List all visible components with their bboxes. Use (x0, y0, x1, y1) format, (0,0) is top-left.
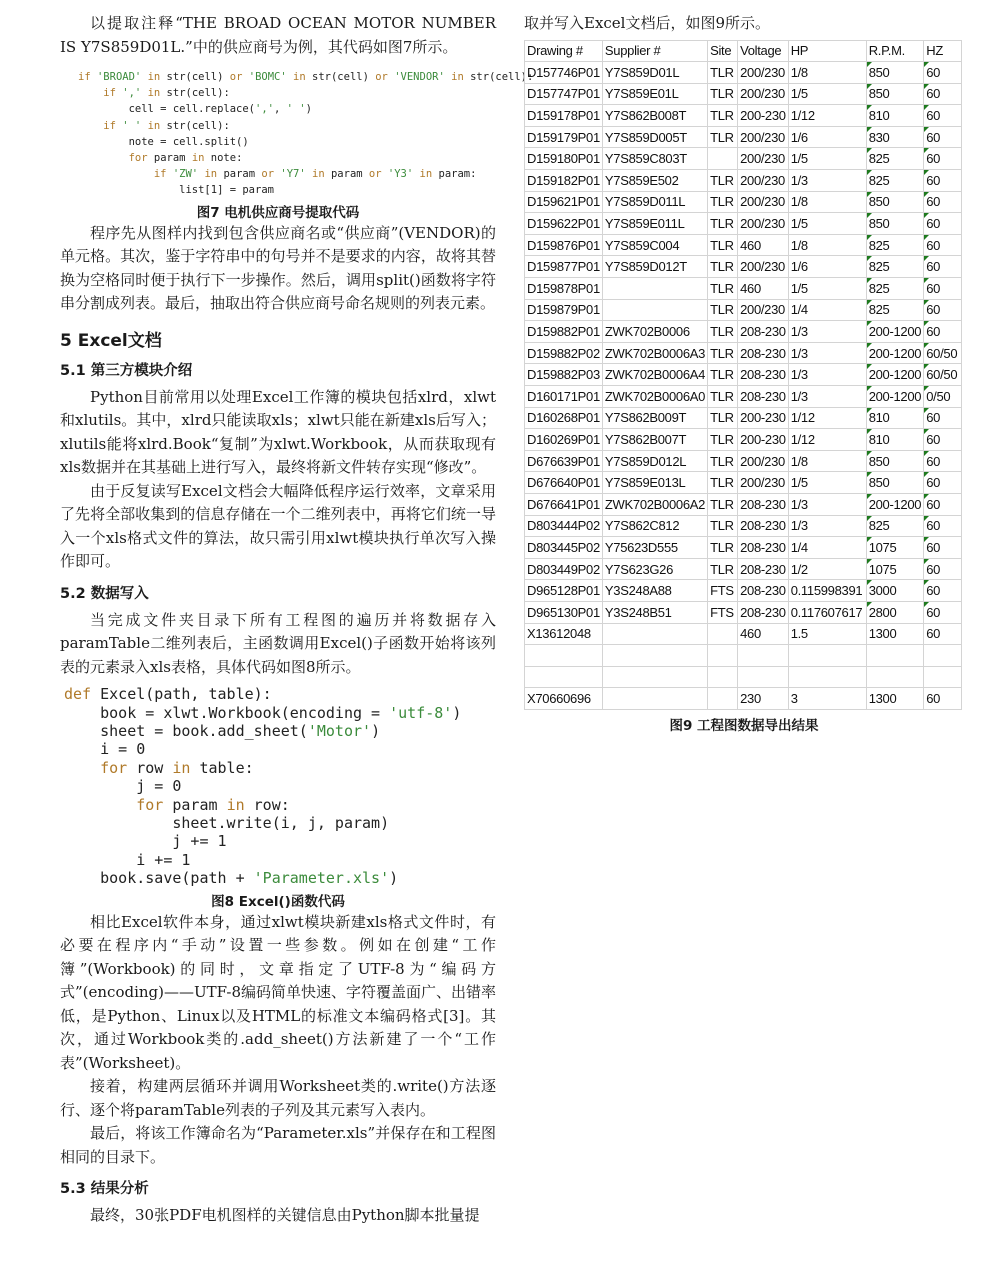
table-cell: Y3S248B51 (602, 601, 707, 623)
table-cell: 460 (738, 278, 789, 300)
paragraph-after-fig8-b: 接着，构建两层循环并调用Worksheet类的.write()方法逐行、逐个将paramTable列表的子列及其元素写入表内。 (60, 1077, 496, 1119)
table-cell: 850 (866, 472, 924, 494)
table-cell: 60 (924, 62, 962, 84)
table-cell: Y7S859C004 (602, 234, 707, 256)
table-cell: 1075 (866, 537, 924, 559)
table-cell: Y7S859E502 (602, 170, 707, 192)
table-cell: X13612048 (525, 623, 603, 645)
table-header-cell: Supplier # (602, 40, 707, 62)
table-cell: TLR (708, 213, 738, 235)
table-cell: 60 (924, 213, 962, 235)
table-cell: 200-230 (738, 105, 789, 127)
table-cell: TLR (708, 83, 738, 105)
paragraph-5-1-a: Python目前常用以处理Excel工作簿的模块包括xlrd，xlwt和xlutils。其中，xlrd只能读取xls；xlwt只能在新建xls后写入；xlutils能将xlrd.Book“复制”为xlwt.Workbook，从而获取现有xls数据并在其基础上进行写入，最终将新文件转存实现“修改”。 (60, 387, 496, 477)
table-cell: 200/230 (738, 450, 789, 472)
table-cell: 60 (924, 515, 962, 537)
table-cell: 200-1200 (866, 386, 924, 408)
table-cell (788, 666, 866, 688)
table-cell: 850 (866, 191, 924, 213)
table-row (525, 666, 962, 688)
table-cell: TLR (708, 429, 738, 451)
table-cell: TLR (708, 170, 738, 192)
table-cell: 1/2 (788, 558, 866, 580)
table-row (525, 105, 962, 127)
table-row (525, 537, 962, 559)
table-cell: ZWK702B0006A0 (602, 386, 707, 408)
fig7-code-line: list[1] = param (78, 184, 274, 197)
table-cell: D157747P01 (525, 83, 603, 105)
table-row (525, 170, 962, 192)
table-cell: TLR (708, 191, 738, 213)
table-cell: 60 (924, 234, 962, 256)
table-row (525, 83, 962, 105)
table-cell: 60 (924, 429, 962, 451)
table-cell: 200-230 (738, 407, 789, 429)
table-cell: 200/230 (738, 191, 789, 213)
table-cell (866, 645, 924, 667)
table-cell: 60 (924, 105, 962, 127)
figure-8-code (60, 679, 496, 887)
table-cell: D159882P02 (525, 342, 603, 364)
table-cell: TLR (708, 62, 738, 84)
paragraph-after-fig8-c: 最后，将该工作簿命名为“Parameter.xls”并保存在和工程图相同的目录下。 (60, 1124, 496, 1166)
fig7-code-line: if ',' in str(cell): (103, 87, 230, 100)
table-cell (924, 666, 962, 688)
table-cell: 200/230 (738, 256, 789, 278)
table-cell: 825 (866, 278, 924, 300)
table-cell: FTS (708, 601, 738, 623)
section-5-2-heading: 5.2 数据写入 (60, 585, 149, 602)
table-cell: 60 (924, 407, 962, 429)
table-cell: FTS (708, 580, 738, 602)
table-cell: 60 (924, 299, 962, 321)
left-column (60, 0, 534, 1228)
table-cell: D803445P02 (525, 537, 603, 559)
table-cell: 1/3 (788, 386, 866, 408)
table-cell: Y7S859C803T (602, 148, 707, 170)
table-cell: D159882P03 (525, 364, 603, 386)
table-cell: Y7S623G26 (602, 558, 707, 580)
table-cell: Y75623D555 (602, 537, 707, 559)
table-cell: D803444P02 (525, 515, 603, 537)
table-cell (708, 688, 738, 710)
table-cell: Y7S862C812 (602, 515, 707, 537)
table-cell: D159621P01 (525, 191, 603, 213)
table-cell: D159180P01 (525, 148, 603, 170)
table-row (525, 472, 962, 494)
table-row (525, 429, 962, 451)
table-row (525, 558, 962, 580)
table-cell: 460 (738, 234, 789, 256)
table-cell: 1/3 (788, 170, 866, 192)
table-cell: 810 (866, 429, 924, 451)
table-cell (866, 666, 924, 688)
table-cell: 3000 (866, 580, 924, 602)
table-cell: X70660696 (525, 688, 603, 710)
table-cell: 208-230 (738, 342, 789, 364)
table-cell: 208-230 (738, 364, 789, 386)
table-cell: TLR (708, 537, 738, 559)
table-cell: ZWK702B0006 (602, 321, 707, 343)
table-cell: 60/50 (924, 364, 962, 386)
figure-7-caption: 图7 电机供应商号提取代码 (196, 204, 360, 221)
table-cell: 200/230 (738, 299, 789, 321)
table-cell: Y7S859D011L (602, 191, 707, 213)
table-cell: 825 (866, 299, 924, 321)
section-5-heading: 5 Excel文档 (60, 330, 162, 351)
table-cell: 850 (866, 450, 924, 472)
table-cell: 208-230 (738, 321, 789, 343)
table-cell: 200-1200 (866, 342, 924, 364)
table-row (525, 148, 962, 170)
table-cell: 1/5 (788, 148, 866, 170)
code-block-fig8 (64, 685, 496, 887)
fig8-code-line: book.save(path + 'Parameter.xls') (64, 869, 399, 888)
figure-9-caption: 图9 工程图数据导出结果 (669, 717, 819, 734)
table-cell (525, 666, 603, 688)
fig8-code-line: i = 0 (64, 740, 146, 759)
table-cell: Y7S859D01L (602, 62, 707, 84)
table-cell: 825 (866, 515, 924, 537)
code-block-fig7 (78, 69, 534, 199)
table-header-cell: Drawing # (525, 40, 603, 62)
table-row (525, 191, 962, 213)
table-cell: TLR (708, 126, 738, 148)
table-cell: 0.117607617 (788, 601, 866, 623)
table-cell: 60 (924, 537, 962, 559)
table-header-cell: Voltage (738, 40, 789, 62)
table-row (525, 688, 962, 710)
section-5-1-heading: 5.1 第三方模块介绍 (60, 362, 193, 379)
fig7-code-line: cell = cell.replace(',', ' ') (78, 103, 312, 116)
fig8-code-line: j += 1 (64, 832, 227, 851)
table-cell: 1/4 (788, 299, 866, 321)
table-cell: Y7S862B008T (602, 105, 707, 127)
table-cell: 208-230 (738, 601, 789, 623)
fig8-code-line: sheet.write(i, j, param) (64, 813, 390, 832)
paragraph-after-fig8-a: 相比Excel软件本身，通过xlwt模块新建xls格式文件时，有必要在程序内“手动”设置一些参数。例如在创建“工作簿”(Workbook)的同时，文章指定了UTF-8为“编码方式”(encoding)——UTF-8编码简单快速、字符覆盖面广、出错率低，是Python、Linux以及HTML的标准文本编码格式[3]。其次，通过Workbook类的.add_sheet()方法新建了一个“工作表”(Worksheet)。 (60, 912, 496, 1072)
table-cell: 1/12 (788, 407, 866, 429)
table-cell: TLR (708, 234, 738, 256)
table-cell: 60 (924, 623, 962, 645)
paragraph-5-3: 最终，30张PDF电机图样的关键信息由Python脚本批量提 (90, 1206, 480, 1225)
table-cell: D159878P01 (525, 278, 603, 300)
table-cell (788, 645, 866, 667)
table-cell: ZWK702B0006A3 (602, 342, 707, 364)
fig7-code-line: note = cell.split() (78, 135, 249, 148)
table-cell: 830 (866, 126, 924, 148)
table-cell: 1/12 (788, 105, 866, 127)
continued-paragraph: 取并写入Excel文档后，如图9所示。 (524, 14, 771, 32)
table-cell (602, 299, 707, 321)
table-cell: TLR (708, 450, 738, 472)
table-header-cell: R.P.M. (866, 40, 924, 62)
table-cell: 200/230 (738, 83, 789, 105)
table-row (525, 515, 962, 537)
table-cell: 1/8 (788, 191, 866, 213)
table-cell: 200/230 (738, 62, 789, 84)
table-cell: 208-230 (738, 558, 789, 580)
table-cell: 1075 (866, 558, 924, 580)
table-cell: 3 (788, 688, 866, 710)
table-cell: TLR (708, 386, 738, 408)
table-cell: 208-230 (738, 493, 789, 515)
table-cell: 1/4 (788, 537, 866, 559)
table-cell: TLR (708, 321, 738, 343)
table-cell: Y7S859D012T (602, 256, 707, 278)
fig8-code-line: sheet = book.add_sheet('Motor') (64, 721, 381, 740)
table-row (525, 62, 962, 84)
table-cell: 60 (924, 256, 962, 278)
table-cell (602, 278, 707, 300)
table-cell: D159876P01 (525, 234, 603, 256)
table-cell: TLR (708, 299, 738, 321)
section-5-3-heading: 5.3 结果分析 (60, 1181, 149, 1198)
table-cell: D159882P01 (525, 321, 603, 343)
table-cell: Y7S862B009T (602, 407, 707, 429)
table-cell: Y7S859D005T (602, 126, 707, 148)
table-cell: 60 (924, 493, 962, 515)
table-cell (602, 688, 707, 710)
table-cell: 1/3 (788, 515, 866, 537)
table-cell: 60 (924, 601, 962, 623)
table-header-cell: HP (788, 40, 866, 62)
fig7-code-line: if ' ' in str(cell): (103, 119, 230, 132)
table-row (525, 256, 962, 278)
table-cell: TLR (708, 493, 738, 515)
table-row (525, 364, 962, 386)
table-row (525, 321, 962, 343)
table-cell: 1/6 (788, 126, 866, 148)
fig8-code-line: for param in row: (136, 795, 290, 814)
table-row (525, 213, 962, 235)
table-cell: 1/12 (788, 429, 866, 451)
table-cell (602, 645, 707, 667)
table-cell: 1300 (866, 623, 924, 645)
figure-7-code (60, 59, 534, 199)
table-cell: 0.115998391 (788, 580, 866, 602)
table-cell: 1/5 (788, 83, 866, 105)
fig7-code-line: if 'ZW' in param or 'Y7' in param or 'Y3' in param: (153, 168, 477, 181)
table-cell: 1/3 (788, 321, 866, 343)
table-cell (708, 666, 738, 688)
table-cell: 1/3 (788, 493, 866, 515)
excel-result-table (524, 40, 962, 710)
table-cell: 60 (924, 321, 962, 343)
table-cell: 200/230 (738, 148, 789, 170)
table-row (525, 645, 962, 667)
table-cell: 825 (866, 234, 924, 256)
table-cell: TLR (708, 105, 738, 127)
table-cell: TLR (708, 407, 738, 429)
fig7-code-line: for param in note: (128, 152, 243, 165)
table-cell: 200/230 (738, 213, 789, 235)
table-row (525, 493, 962, 515)
table-cell: D159179P01 (525, 126, 603, 148)
table-row (525, 299, 962, 321)
intro-paragraph: 以提取注释“THE BROAD OCEAN MOTOR NUMBER IS Y7S859D01L.”中的供应商号为例，其代码如图7所示。 (60, 14, 496, 56)
table-cell (708, 645, 738, 667)
table-cell: 1/6 (788, 256, 866, 278)
table-row (525, 601, 962, 623)
table-row (525, 234, 962, 256)
table-cell: 200-1200 (866, 321, 924, 343)
table-cell (602, 666, 707, 688)
table-cell: D159182P01 (525, 170, 603, 192)
table-cell: Y7S859D012L (602, 450, 707, 472)
table-cell: TLR (708, 342, 738, 364)
table-cell: 200-1200 (866, 493, 924, 515)
table-cell: 60 (924, 580, 962, 602)
table-cell: 850 (866, 62, 924, 84)
table-cell: Y7S862B007T (602, 429, 707, 451)
table-cell: 825 (866, 170, 924, 192)
table-cell: 1/5 (788, 278, 866, 300)
table-cell: 1/8 (788, 450, 866, 472)
table-row (525, 450, 962, 472)
table-cell (602, 623, 707, 645)
table-cell: 1/8 (788, 62, 866, 84)
table-cell: TLR (708, 558, 738, 580)
table-cell: 60 (924, 472, 962, 494)
table-cell: Y7S859E011L (602, 213, 707, 235)
table-cell: D676639P01 (525, 450, 603, 472)
table-cell: Y7S859E013L (602, 472, 707, 494)
table-row (525, 580, 962, 602)
table-cell: 208-230 (738, 386, 789, 408)
table-cell: 460 (738, 623, 789, 645)
paragraph-5-2: 当完成文件夹目录下所有工程图的遍历并将数据存入paramTable二维列表后，主函数调用Excel()子函数开始将该列表的元素录入xls表格，具体代码如图8所示。 (60, 610, 496, 676)
table-cell: ZWK702B0006A2 (602, 493, 707, 515)
right-column (524, 0, 964, 735)
table-cell: 60 (924, 83, 962, 105)
table-cell: D159877P01 (525, 256, 603, 278)
table-cell (708, 623, 738, 645)
table-cell (525, 645, 603, 667)
table-cell (924, 645, 962, 667)
table-cell: 810 (866, 407, 924, 429)
table-body (525, 62, 962, 710)
table-header-cell: HZ (924, 40, 962, 62)
table-cell: 60 (924, 170, 962, 192)
table-cell: D157746P01 (525, 62, 603, 84)
table-cell: 60 (924, 148, 962, 170)
table-header-cell: Site (708, 40, 738, 62)
table-cell (738, 666, 789, 688)
table-cell: 200/230 (738, 472, 789, 494)
table-cell: 0/50 (924, 386, 962, 408)
table-cell: 208-230 (738, 537, 789, 559)
table-cell: 1/8 (788, 234, 866, 256)
table-cell: D160171P01 (525, 386, 603, 408)
paragraph-after-fig7: 程序先从图样内找到包含供应商名或“供应商”(VENDOR)的单元格。其次，鉴于字符串中的句号并不是要求的内容，故将其替换为空格同时便于执行下一步操作。然后，调用split()函数将字符串分割成列表。最后，抽取出符合供应商号命名规则的列表元素。 (60, 223, 496, 313)
paragraph-5-1-b: 由于反复读写Excel文档会大幅降低程序运行效率，文章采用了先将全部收集到的信息存储在一个二维列表中，再将它们统一导入一个xls格式文件的算法，故只需引用xlwt模块执行单次写入操作即可。 (60, 481, 496, 571)
table-cell: D965128P01 (525, 580, 603, 602)
table-row (525, 623, 962, 645)
table-cell: ZWK702B0006A4 (602, 364, 707, 386)
table-cell: 208-230 (738, 515, 789, 537)
table-cell: 1/3 (788, 342, 866, 364)
fig7-code-line: if 'BROAD' in str(cell) or 'BOMC' in str(cell) or 'VENDOR' in str(cell): (78, 71, 534, 83)
table-cell: 810 (866, 105, 924, 127)
table-cell: 1/5 (788, 213, 866, 235)
table-cell: D160269P01 (525, 429, 603, 451)
table-row (525, 126, 962, 148)
table-cell: 2800 (866, 601, 924, 623)
table-row (525, 342, 962, 364)
fig8-code-line: j = 0 (64, 777, 182, 796)
table-cell: 825 (866, 256, 924, 278)
table-cell: D159879P01 (525, 299, 603, 321)
table-cell: 200-230 (738, 429, 789, 451)
table-cell: TLR (708, 472, 738, 494)
table-cell: 200/230 (738, 126, 789, 148)
table-cell: 1300 (866, 688, 924, 710)
table-cell: Y3S248A88 (602, 580, 707, 602)
table-cell: D160268P01 (525, 407, 603, 429)
fig8-code-line: i += 1 (64, 850, 191, 869)
table-cell: D676640P01 (525, 472, 603, 494)
fig8-code-line: for row in table: (100, 758, 254, 777)
table-cell: 850 (866, 213, 924, 235)
table-cell: 60 (924, 278, 962, 300)
table-row (525, 386, 962, 408)
table-cell (708, 148, 738, 170)
table-cell: 825 (866, 148, 924, 170)
table-cell: 1.5 (788, 623, 866, 645)
table-cell (738, 645, 789, 667)
table-cell: 60 (924, 191, 962, 213)
table-cell: 208-230 (738, 580, 789, 602)
fig8-code-line: book = xlwt.Workbook(encoding = 'utf-8') (64, 703, 462, 722)
table-cell: 60 (924, 126, 962, 148)
figure-8-caption: 图8 Excel()函数代码 (211, 893, 345, 910)
table-cell: 850 (866, 83, 924, 105)
table-header-row (525, 40, 962, 62)
table-cell: D803449P02 (525, 558, 603, 580)
table-cell: 1/3 (788, 364, 866, 386)
table-cell: D159178P01 (525, 105, 603, 127)
table-cell: D965130P01 (525, 601, 603, 623)
table-cell: 200/230 (738, 170, 789, 192)
table-cell: 230 (738, 688, 789, 710)
table-cell: Y7S859E01L (602, 83, 707, 105)
table-cell: TLR (708, 364, 738, 386)
table-cell: 60/50 (924, 342, 962, 364)
fig8-code-line: def Excel(path, table): (64, 685, 272, 704)
table-cell: D159622P01 (525, 213, 603, 235)
table-cell: 1/5 (788, 472, 866, 494)
table-cell: TLR (708, 256, 738, 278)
table-cell: TLR (708, 278, 738, 300)
table-cell: 60 (924, 558, 962, 580)
table-cell: 60 (924, 450, 962, 472)
table-cell: TLR (708, 515, 738, 537)
table-cell: D676641P01 (525, 493, 603, 515)
table-row (525, 278, 962, 300)
table-cell: 200-1200 (866, 364, 924, 386)
table-cell: 60 (924, 688, 962, 710)
table-row (525, 407, 962, 429)
